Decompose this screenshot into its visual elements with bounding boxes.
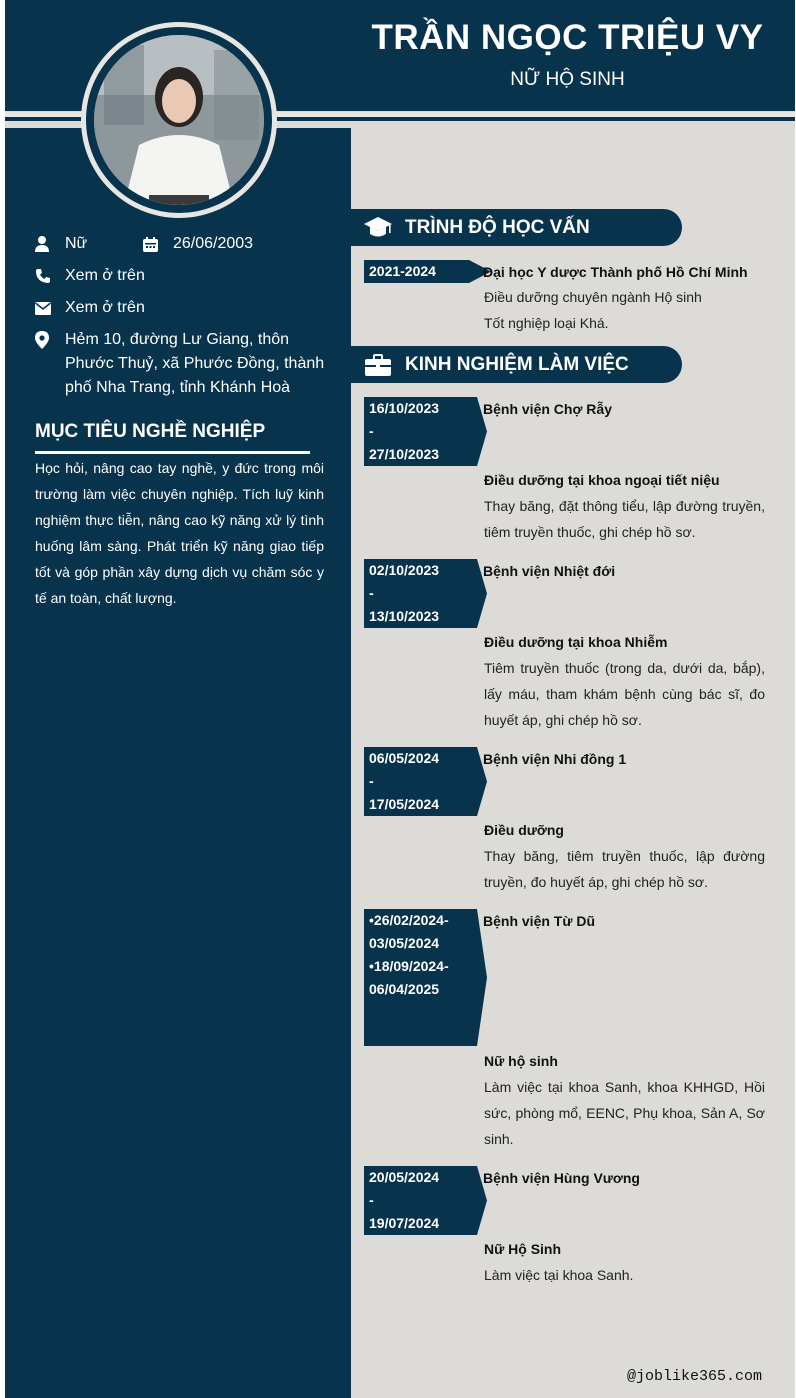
experience-header [351, 346, 682, 383]
phone-value: Xem ở trên [65, 267, 145, 284]
phone-icon [35, 264, 65, 288]
phone-row [35, 264, 145, 288]
experience-title: KINH NGHIỆM LÀM VIỆC [405, 353, 629, 375]
job-date-sep: - [369, 423, 374, 439]
job-period-badge [364, 909, 469, 1046]
job-date-start: 02/10/2023 [369, 562, 440, 578]
job-organization: Bệnh viện Từ Dũ [483, 913, 596, 929]
email-row [35, 296, 145, 320]
job-description: Thay băng, tiêm truyền thuốc, lập đường truyền, đo huyết áp, ghi chép hồ sơ. [484, 848, 765, 890]
education-result: Tốt nghiệp loại Khá. [484, 315, 609, 331]
gender-row [35, 232, 87, 256]
job-period-badge [364, 559, 469, 628]
education-period: 2021-2024 [369, 263, 436, 279]
job-date-end: 13/10/2023 [369, 608, 440, 624]
job-date-start: •18/09/2024- [369, 958, 449, 974]
job-date-start: •26/02/2024- [369, 912, 449, 928]
job-period-badge [364, 397, 469, 466]
education-header [351, 209, 682, 246]
job-organization: Bệnh viện Nhi đồng 1 [483, 751, 627, 767]
location-pin-icon [35, 328, 65, 352]
graduation-cap-icon [351, 217, 405, 239]
job-position: Điều dưỡng tại khoa ngoại tiết niệu [484, 472, 720, 488]
dob-value: 26/06/2003 [173, 235, 254, 252]
job-organization: Bệnh viện Nhiệt đới [483, 563, 616, 579]
candidate-name: TRẦN NGỌC TRIỆU VY [371, 18, 764, 57]
watermark: @joblike365.com [627, 1368, 763, 1385]
education-period-badge [364, 260, 469, 283]
profile-photo [94, 35, 264, 205]
address-value: Hẻm 10, đường Lư Giang, thôn Phước Thuỷ, xã Phước Đồng, thành phố Nha Trang, tỉnh Khánh Hoà [65, 331, 325, 396]
job-date-end: 19/07/2024 [369, 1215, 440, 1231]
job-period-badge [364, 747, 469, 816]
education-title: TRÌNH ĐỘ HỌC VẤN [405, 216, 590, 238]
job-date-start: 20/05/2024 [369, 1169, 440, 1185]
objective-text: Học hỏi, nâng cao tay nghề, y đức trong môi trường làm việc chuyên nghiệp. Tích luỹ kinh nghiệm thực tiễn, nâng cao kỹ năng xử lý tình huống lâm sàng. Phát triển kỹ năng giao tiếp tốt và góp phần xây dựng dịch vụ chăm sóc y tế an toàn, chất lượng. [35, 460, 324, 606]
job-date-end: 06/04/2025 [369, 981, 440, 997]
objective-underline [35, 451, 310, 454]
cv-page [5, 0, 795, 1398]
profile-photo-frame [81, 22, 277, 218]
candidate-role: NỮ HỘ SINH [510, 69, 625, 90]
job-date-sep: - [369, 585, 374, 601]
job-position: Nữ Hộ Sinh [484, 1241, 562, 1257]
email-value: Xem ở trên [65, 299, 145, 316]
objective-title: MỤC TIÊU NGHỀ NGHIỆP [35, 421, 266, 442]
job-date-end: 27/10/2023 [369, 446, 440, 462]
gender-value: Nữ [65, 235, 88, 252]
job-organization: Bệnh viện Hùng Vương [483, 1170, 640, 1186]
calendar-icon [143, 232, 173, 256]
job-period-badge [364, 1166, 469, 1235]
dob-row [143, 232, 253, 256]
job-description: Thay băng, đặt thông tiểu, lập đường truyền, tiêm truyền thuốc, ghi chép hồ sơ. [484, 498, 765, 540]
job-position: Điều dưỡng tại khoa Nhiễm [484, 634, 668, 650]
job-description: Làm việc tại khoa Sanh. [484, 1267, 634, 1283]
job-position: Nữ hộ sinh [484, 1053, 558, 1069]
job-description: Làm việc tại khoa Sanh, khoa KHHGD, Hồi sức, phòng mổ, EENC, Phụ khoa, Sản A, Sơ sinh. [484, 1079, 765, 1147]
job-date-end: 17/05/2024 [369, 796, 440, 812]
job-date-sep: - [369, 773, 374, 789]
job-description: Tiêm truyền thuốc (trong da, dưới da, bắp), lấy máu, tham khám bệnh cùng bác sĩ, đo huyết áp, ghi chép hồ sơ. [484, 660, 765, 728]
job-organization: Bệnh viện Chợ Rẫy [483, 401, 612, 417]
education-school: Đại học Y dược Thành phố Hồ Chí Minh [483, 264, 748, 280]
person-icon [35, 232, 65, 256]
address-row [35, 328, 335, 400]
job-date-start: 16/10/2023 [369, 400, 440, 416]
job-position: Điều dưỡng [484, 822, 564, 838]
education-major: Điều dưỡng chuyên ngành Hộ sinh [484, 289, 702, 305]
job-date-sep: - [369, 1192, 374, 1208]
job-date-start: 06/05/2024 [369, 750, 440, 766]
briefcase-icon [351, 354, 405, 376]
envelope-icon [35, 296, 65, 320]
job-date-end: 03/05/2024 [369, 935, 440, 951]
